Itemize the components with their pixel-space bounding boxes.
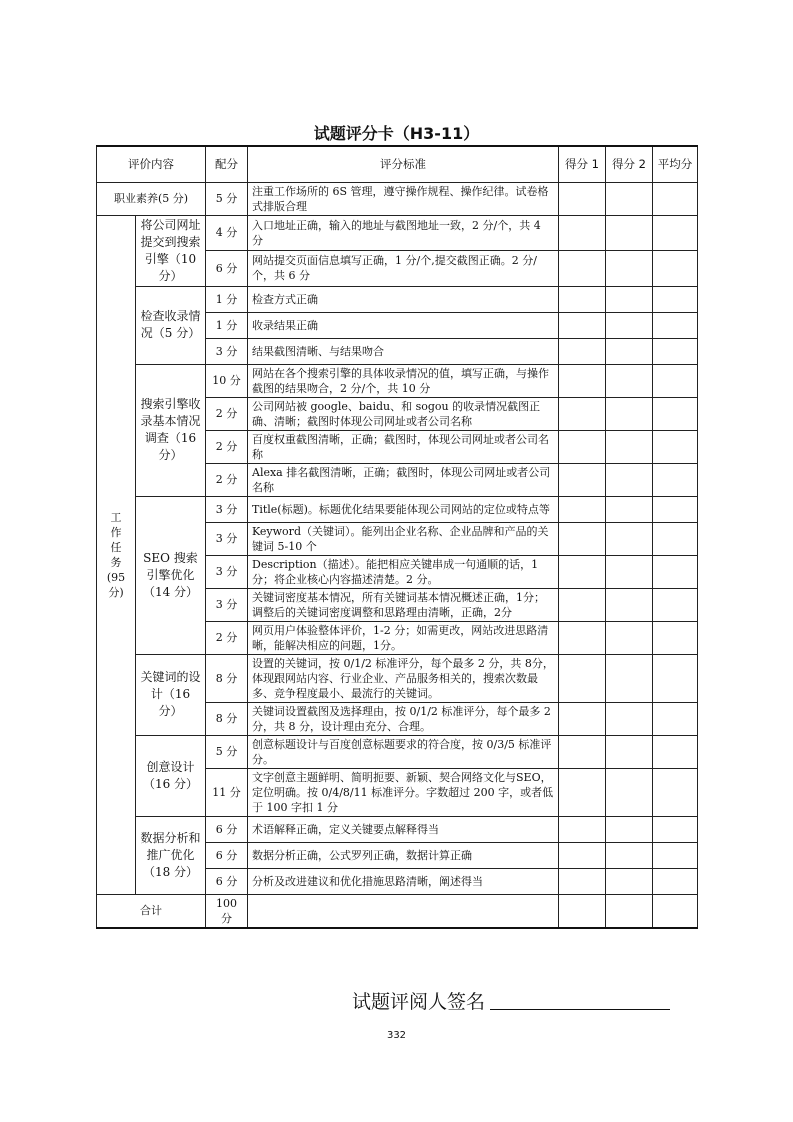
signature-line[interactable] <box>490 1009 670 1010</box>
score-table-body <box>97 182 698 894</box>
score1-cell <box>559 364 606 397</box>
score1-cell <box>559 251 606 287</box>
score2-cell <box>606 496 653 522</box>
average-cell <box>653 182 698 215</box>
row-criteria: 网页用户体验整体评价，1-2 分；如需更改，网站改进思路清晰，能解决相应的问题，1分。 <box>248 621 559 654</box>
score1-cell <box>559 496 606 522</box>
work-task-label-part: 作 <box>110 525 122 539</box>
row-criteria: Alexa 排名截图清晰，正确；截图时，体现公司网址或者公司名称 <box>248 463 559 496</box>
score2-cell <box>606 522 653 555</box>
header-average: 平均分 <box>653 146 698 182</box>
score2-cell <box>606 338 653 364</box>
row-criteria: 关键词设置截图及选择理由，按 0/1/2 标准评分，每个最多 2 分，共 8 分，设计理由充分、合理。 <box>248 702 559 735</box>
score1-cell <box>559 588 606 621</box>
group-name: SEO 搜索引擎优化（14 分） <box>136 496 206 654</box>
row-criteria: 创意标题设计与百度创意标题要求的符合度，按 0/3/5 标准评分。 <box>248 735 559 768</box>
criteria-row <box>97 816 698 842</box>
row-points: 6 分 <box>206 816 248 842</box>
score2-cell <box>606 702 653 735</box>
score1-cell <box>559 816 606 842</box>
score2-cell <box>606 430 653 463</box>
total-score2-cell <box>606 894 653 928</box>
score1-cell <box>559 735 606 768</box>
row-criteria: 数据分析正确，公式罗列正确，数据计算正确 <box>248 842 559 868</box>
header-score2: 得分 2 <box>606 146 653 182</box>
row-points: 3 分 <box>206 338 248 364</box>
work-task-label-part: 务 <box>110 555 122 569</box>
score1-cell <box>559 654 606 702</box>
group-name: 搜索引擎收录基本情况调查（16 分） <box>136 364 206 496</box>
row-criteria: Description（描述）。能把相应关键串成一句通顺的话，1分；将企业核心内容描述清楚。2 分。 <box>248 555 559 588</box>
score1-cell <box>559 463 606 496</box>
score1-cell <box>559 286 606 312</box>
average-cell <box>653 463 698 496</box>
average-cell <box>653 338 698 364</box>
row-criteria: 结果截图清晰、与结果吻合 <box>248 338 559 364</box>
average-cell <box>653 555 698 588</box>
work-task-label <box>97 215 136 894</box>
score2-cell <box>606 463 653 496</box>
score2-cell <box>606 215 653 251</box>
header-criteria: 评分标准 <box>248 146 559 182</box>
row-points: 2 分 <box>206 463 248 496</box>
row-criteria: 收录结果正确 <box>248 312 559 338</box>
row-points: 2 分 <box>206 621 248 654</box>
row-criteria: 检查方式正确 <box>248 286 559 312</box>
score2-cell <box>606 868 653 894</box>
header-points: 配分 <box>206 146 248 182</box>
row-points: 1 分 <box>206 286 248 312</box>
row-points: 6 分 <box>206 868 248 894</box>
header-content: 评价内容 <box>97 146 206 182</box>
score1-cell <box>559 312 606 338</box>
score1-cell <box>559 702 606 735</box>
row-criteria: 网站提交页面信息填写正确，1 分/个,提交截图正确。2 分/个，共 6 分 <box>248 251 559 287</box>
criteria-row <box>97 496 698 522</box>
row-points: 4 分 <box>206 215 248 251</box>
score1-cell <box>559 338 606 364</box>
row-criteria: Title(标题)。标题优化结果要能体现公司网站的定位或特点等 <box>248 496 559 522</box>
row-criteria: 关键词密度基本情况，所有关键词基本情况概述正确，1分；调整后的关键词密度调整和思路理由清晰，正确，2分 <box>248 588 559 621</box>
row-points: 2 分 <box>206 397 248 430</box>
average-cell <box>653 430 698 463</box>
average-cell <box>653 522 698 555</box>
score1-cell <box>559 397 606 430</box>
page-number: 332 <box>386 1030 407 1041</box>
average-cell <box>653 364 698 397</box>
group-name: 将公司网址提交到搜索引擎（10 分） <box>136 215 206 286</box>
score1-cell <box>559 430 606 463</box>
professional-points: 5 分 <box>206 182 248 215</box>
signature-label: 试题评阅人签名 <box>352 991 486 1013</box>
row-points: 11 分 <box>206 768 248 816</box>
row-criteria: 网站在各个搜索引擎的具体收录情况的值，填写正确，与操作截图的结果吻合，2 分/个，共 10 分 <box>248 364 559 397</box>
score1-cell <box>559 868 606 894</box>
average-cell <box>653 816 698 842</box>
row-points: 6 分 <box>206 842 248 868</box>
row-points: 3 分 <box>206 496 248 522</box>
average-cell <box>653 215 698 251</box>
average-cell <box>653 702 698 735</box>
average-cell <box>653 251 698 287</box>
average-cell <box>653 842 698 868</box>
score1-cell <box>559 621 606 654</box>
average-cell <box>653 588 698 621</box>
total-criteria-cell <box>248 894 559 928</box>
score1-cell <box>559 522 606 555</box>
professional-label: 职业素养(5 分) <box>97 182 206 215</box>
row-criteria: Keyword（关键词）。能列出企业名称、企业品牌和产品的关键词 5-10 个 <box>248 522 559 555</box>
score1-cell <box>559 768 606 816</box>
score2-cell <box>606 312 653 338</box>
professional-row <box>97 182 698 215</box>
score2-cell <box>606 735 653 768</box>
score2-cell <box>606 816 653 842</box>
score2-cell <box>606 654 653 702</box>
criteria-row <box>97 735 698 768</box>
average-cell <box>653 735 698 768</box>
row-points: 5 分 <box>206 735 248 768</box>
average-cell <box>653 768 698 816</box>
row-points: 6 分 <box>206 251 248 287</box>
score2-cell <box>606 397 653 430</box>
row-points: 10 分 <box>206 364 248 397</box>
score2-cell <box>606 251 653 287</box>
total-points: 100 分 <box>206 894 248 928</box>
average-cell <box>653 496 698 522</box>
average-cell <box>653 868 698 894</box>
group-name: 关键词的设计（16 分） <box>136 654 206 735</box>
header-score1: 得分 1 <box>559 146 606 182</box>
criteria-row <box>97 654 698 702</box>
score2-cell <box>606 621 653 654</box>
criteria-row <box>97 364 698 397</box>
group-name: 数据分析和推广优化（18 分） <box>136 816 206 894</box>
row-criteria: 分析及改进建议和优化措施思路清晰，阐述得当 <box>248 868 559 894</box>
average-cell <box>653 312 698 338</box>
row-points: 3 分 <box>206 522 248 555</box>
total-average-cell <box>653 894 698 928</box>
average-cell <box>653 654 698 702</box>
row-points: 3 分 <box>206 555 248 588</box>
score1-cell <box>559 555 606 588</box>
score2-cell <box>606 842 653 868</box>
total-label: 合计 <box>97 894 206 928</box>
score2-cell <box>606 364 653 397</box>
row-criteria: 百度权重截图清晰，正确；截图时，体现公司网址或者公司名称 <box>248 430 559 463</box>
row-points: 3 分 <box>206 588 248 621</box>
row-criteria: 入口地址正确，输入的地址与截图地址一致，2 分/个，共 4 分 <box>248 215 559 251</box>
work-task-label-part: 任 <box>110 540 122 554</box>
score2-cell <box>606 182 653 215</box>
average-cell <box>653 621 698 654</box>
score2-cell <box>606 555 653 588</box>
group-name: 检查收录情况（5 分） <box>136 286 206 364</box>
total-score1-cell <box>559 894 606 928</box>
score-table <box>96 145 698 929</box>
score2-cell <box>606 286 653 312</box>
score1-cell <box>559 842 606 868</box>
row-points: 8 分 <box>206 654 248 702</box>
row-points: 1 分 <box>206 312 248 338</box>
average-cell <box>653 286 698 312</box>
row-points: 2 分 <box>206 430 248 463</box>
average-cell <box>653 397 698 430</box>
score2-cell <box>606 768 653 816</box>
work-task-label-part: (95 <box>106 570 126 584</box>
score1-cell <box>559 215 606 251</box>
score1-cell <box>559 182 606 215</box>
row-criteria: 公司网站被 google、baidu、和 sogou 的收录情况截图正确、清晰；截图时体现公司网址或者公司名称 <box>248 397 559 430</box>
row-points: 8 分 <box>206 702 248 735</box>
page-title: 试题评分卡（H3-11） <box>313 124 480 143</box>
row-criteria: 设置的关键词，按 0/1/2 标准评分，每个最多 2 分，共 8分，体现跟网站内容、行业企业、产品服务相关的，搜索次数最多、竞争程度最小、最流行的关键词。 <box>248 654 559 702</box>
row-criteria: 术语解释正确，定义关键要点解释得当 <box>248 816 559 842</box>
work-task-label-part: 分) <box>108 585 124 599</box>
criteria-row <box>97 286 698 312</box>
criteria-row <box>97 215 698 251</box>
group-name: 创意设计（16 分） <box>136 735 206 816</box>
professional-criteria: 注重工作场所的 6S 管理，遵守操作规程、操作纪律。试卷格式排版合理 <box>248 182 559 215</box>
total-row <box>97 894 698 928</box>
score2-cell <box>606 588 653 621</box>
row-criteria: 文字创意主题鲜明、简明扼要、新颖、契合网络文化与SEO，定位明确。按 0/4/8/11 标准评分。字数超过 200 字，或者低于 100 字扣 1 分 <box>248 768 559 816</box>
work-task-label-part: 工 <box>110 510 122 524</box>
header-row <box>97 146 698 182</box>
